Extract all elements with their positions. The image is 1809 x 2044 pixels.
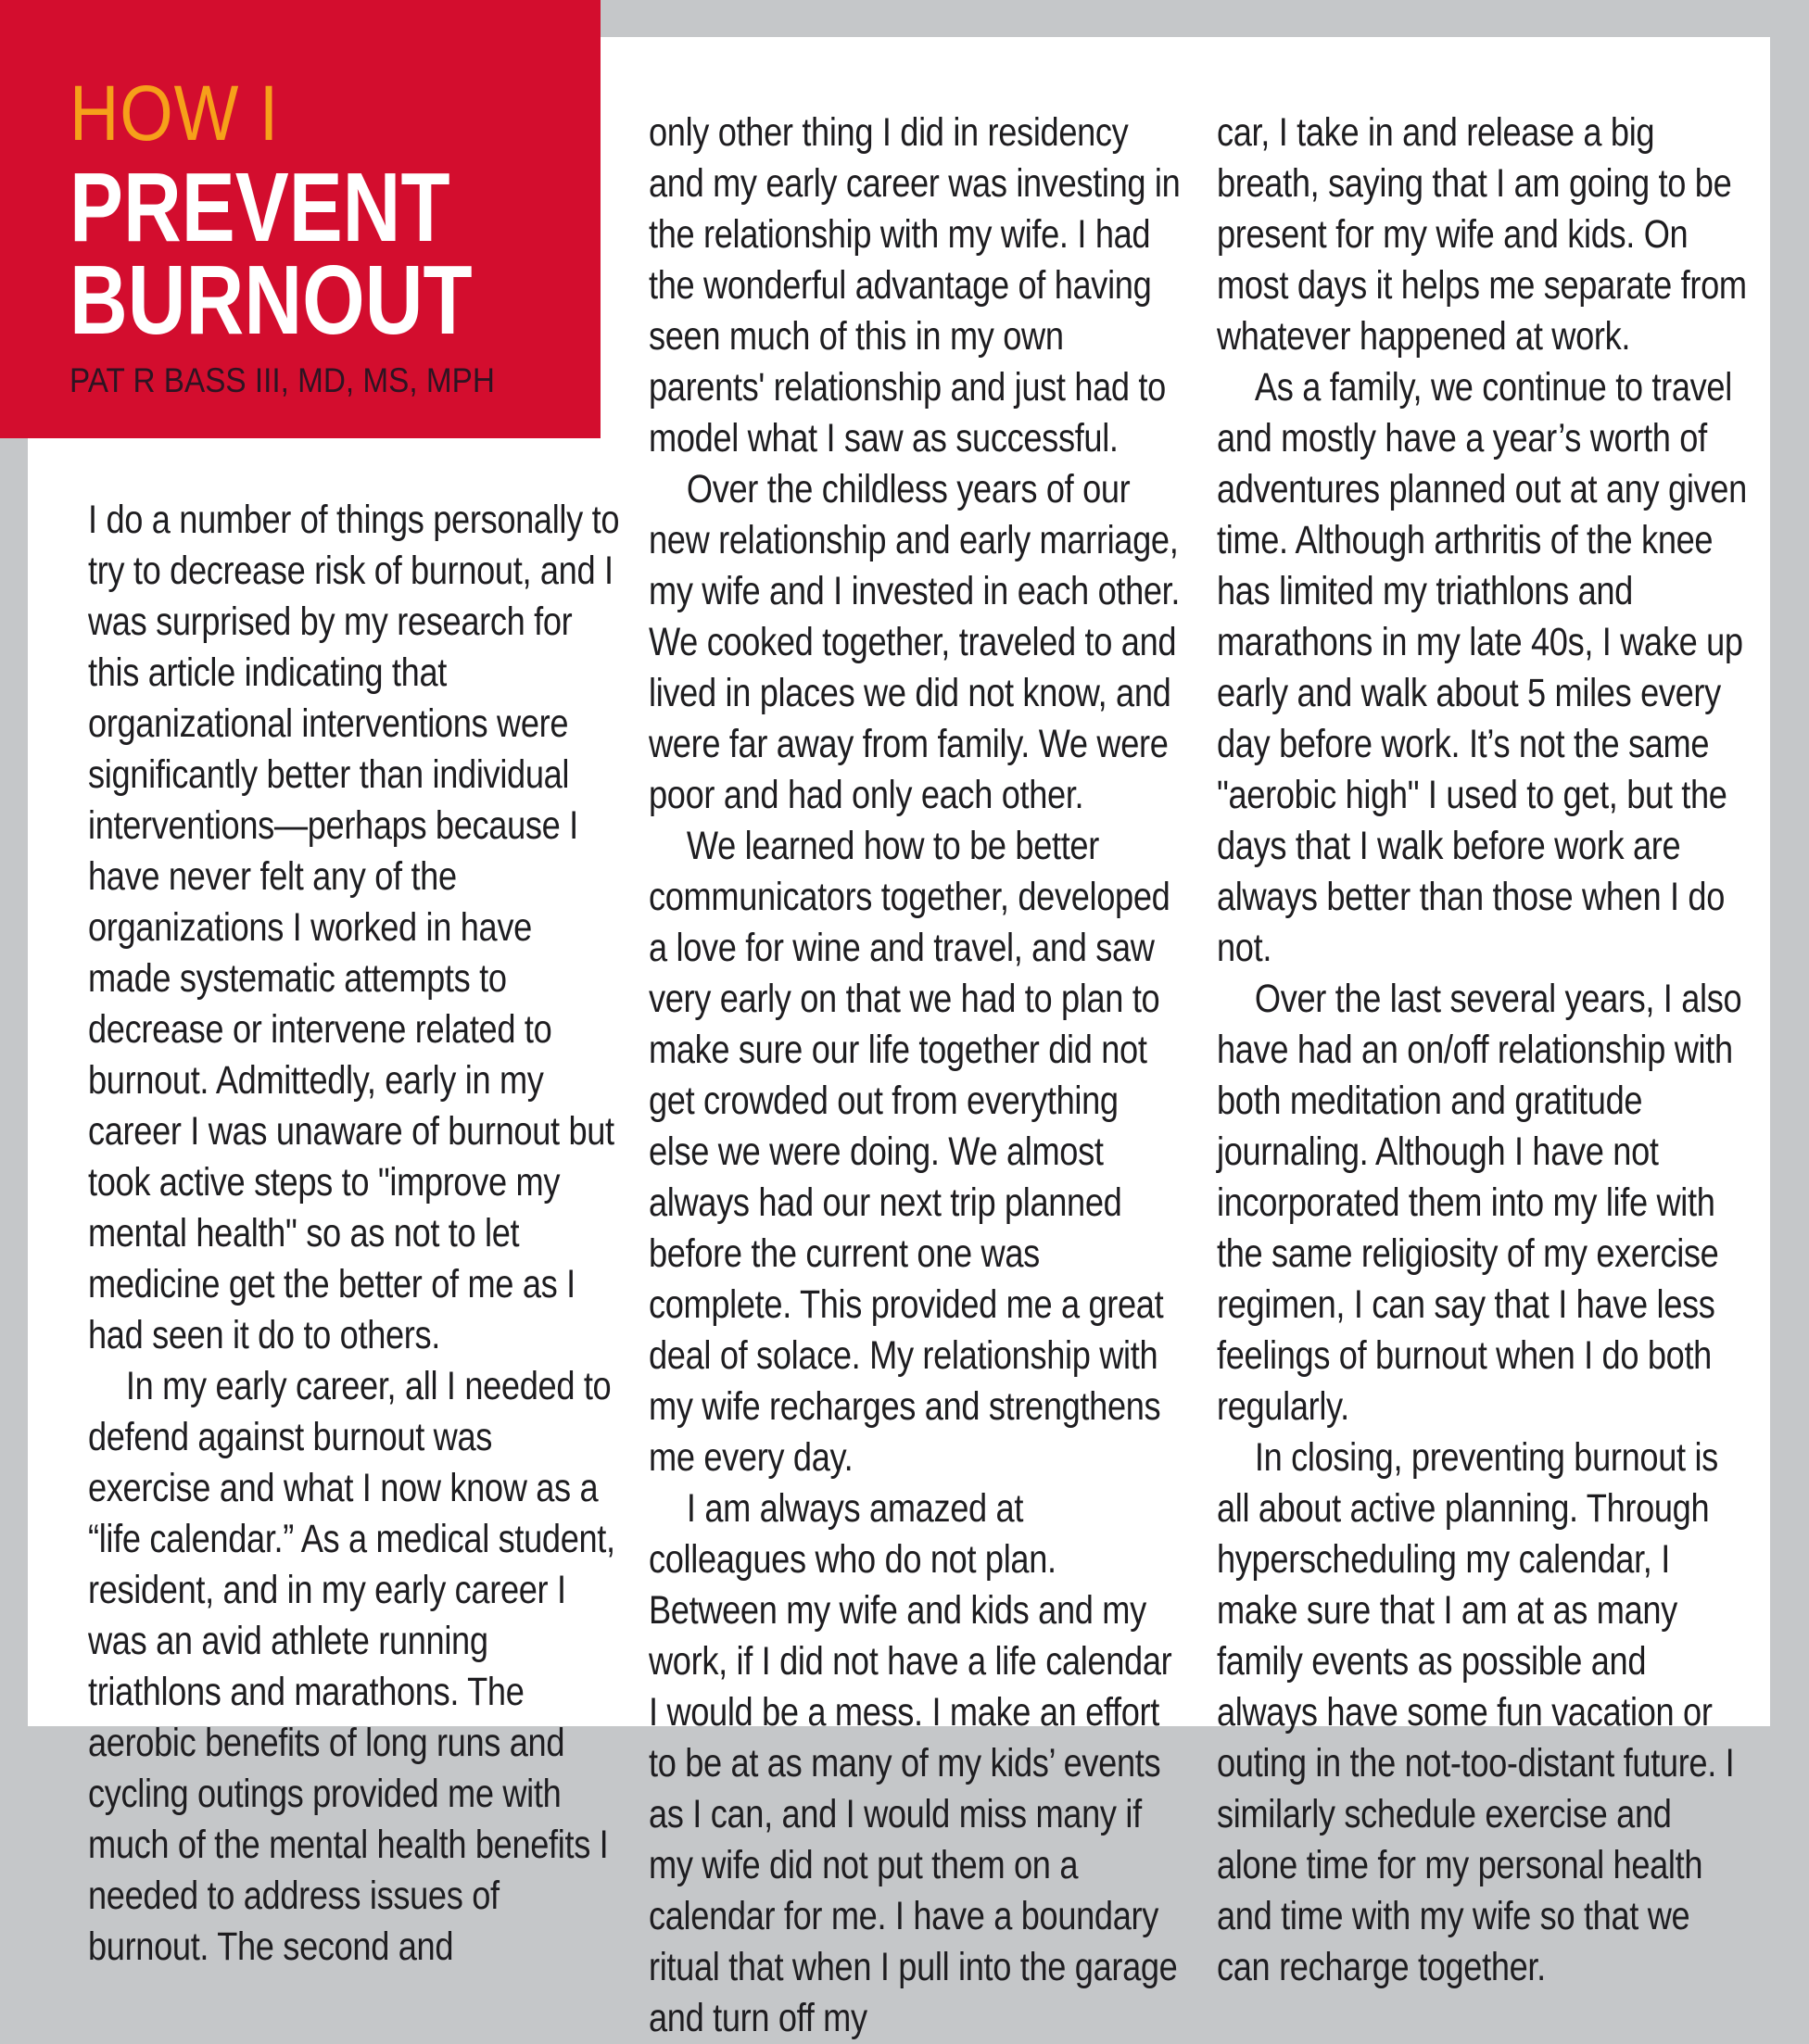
paragraph: As a family, we continue to travel and mostly have a year’s worth of adventures planned out at any given time. Although arthritis of the knee has limited my triathlons and marathons in my late 40s, I wake up early and walk about 5 miles every day before work. It’s not the same "aerobic high" I used to get, but the days that I walk before work are always better than those when I do not. (1217, 366, 1747, 970)
paragraph: We learned how to be better communicators together, developed a love for wine and travel, and saw very early on that we had to plan to make sure our life together did not get crowded out from everything else we were doing. We almost always had our next trip planned before the current one was complete. This provided me a great deal of solace. My relationship with my wife recharges and strengthens me every day. (649, 825, 1170, 1480)
article-column-3 (1217, 107, 1756, 1993)
article-column-1-text (88, 495, 622, 1973)
paragraph: car, I take in and release a big breath, saying that I am going to be present for my wife and kids. On most days it helps me separate from whatever happened at work. (1217, 111, 1747, 359)
article-kicker-row (70, 69, 601, 157)
paragraph: In closing, preventing burnout is all about active planning. Through hyperscheduling my calendar, I make sure that I am at as many family events as possible and always have some fun vacation or outing in the not-too-distant future. I similarly schedule exercise and alone time for my personal health and time with my wife so that we can recharge together. (1217, 1436, 1735, 1989)
article-column-1 (88, 495, 618, 1973)
article-title-line1: PREVENT (70, 153, 450, 262)
article-byline-row (70, 363, 601, 397)
article-byline: PAT R BASS III, MD, MS, MPH (70, 361, 495, 399)
article-kicker: HOW I (70, 69, 280, 157)
article-column-2 (649, 107, 1184, 2044)
article-column-2-text (649, 107, 1183, 2044)
article-masthead (0, 0, 601, 438)
paragraph: I am always amazed at colleagues who do not plan. Between my wife and kids and my work, if I did not have a life calendar I would be a mess. I make an effort to be at as many of my kids’ events as I can, and I would miss many if my wife did not put them on a calendar for me. I have a boundary ritual that when I pull into the garage and turn off my (649, 1487, 1178, 2040)
paragraph: I do a number of things personally to try to decrease risk of burnout, and I was surprised by my research for this article indicating that organizational interventions were significantly better than individual interventions—perhaps because I have never felt any of the organizations I worked in have made systematic attempts to decrease or intervene related to burnout. Admittedly, early in my career I was unaware of burnout but took active steps to "improve my mental health" so as not to let medicine get the better of me as I had seen it do to others. (88, 498, 620, 1357)
paragraph: Over the last several years, I also have had an on/off relationship with both meditation and gratitude journaling. Although I have not incorporated them into my life with the same religiosity of my exercise regimen, I can say that I have less feelings of burnout when I do both regularly. (1217, 978, 1742, 1429)
paragraph: only other thing I did in residency and my early career was investing in the relationship with my wife. I had the wonderful advantage of having seen much of this in my own parents' relationship and just had to model what I saw as successful. (649, 111, 1181, 461)
paragraph: Over the childless years of our new relationship and early marriage, my wife and I invested in each other. We cooked together, traveled to and lived in places we did not know, and were far away from family. We were poor and had only each other. (649, 468, 1181, 817)
article-title (70, 153, 601, 355)
paragraph: In my early career, all I needed to defend against burnout was exercise and what I now know as a “life calendar.” As a medical student, resident, and in my early career I was an avid athlete running triathlons and marathons. The aerobic benefits of long runs and cycling outings provided me with much of the mental health benefits I needed to address issues of burnout. The second and (88, 1365, 615, 1969)
article-column-3-text (1217, 107, 1751, 1993)
article-title-line2: BURNOUT (70, 246, 473, 355)
magazine-page (28, 37, 1770, 2040)
